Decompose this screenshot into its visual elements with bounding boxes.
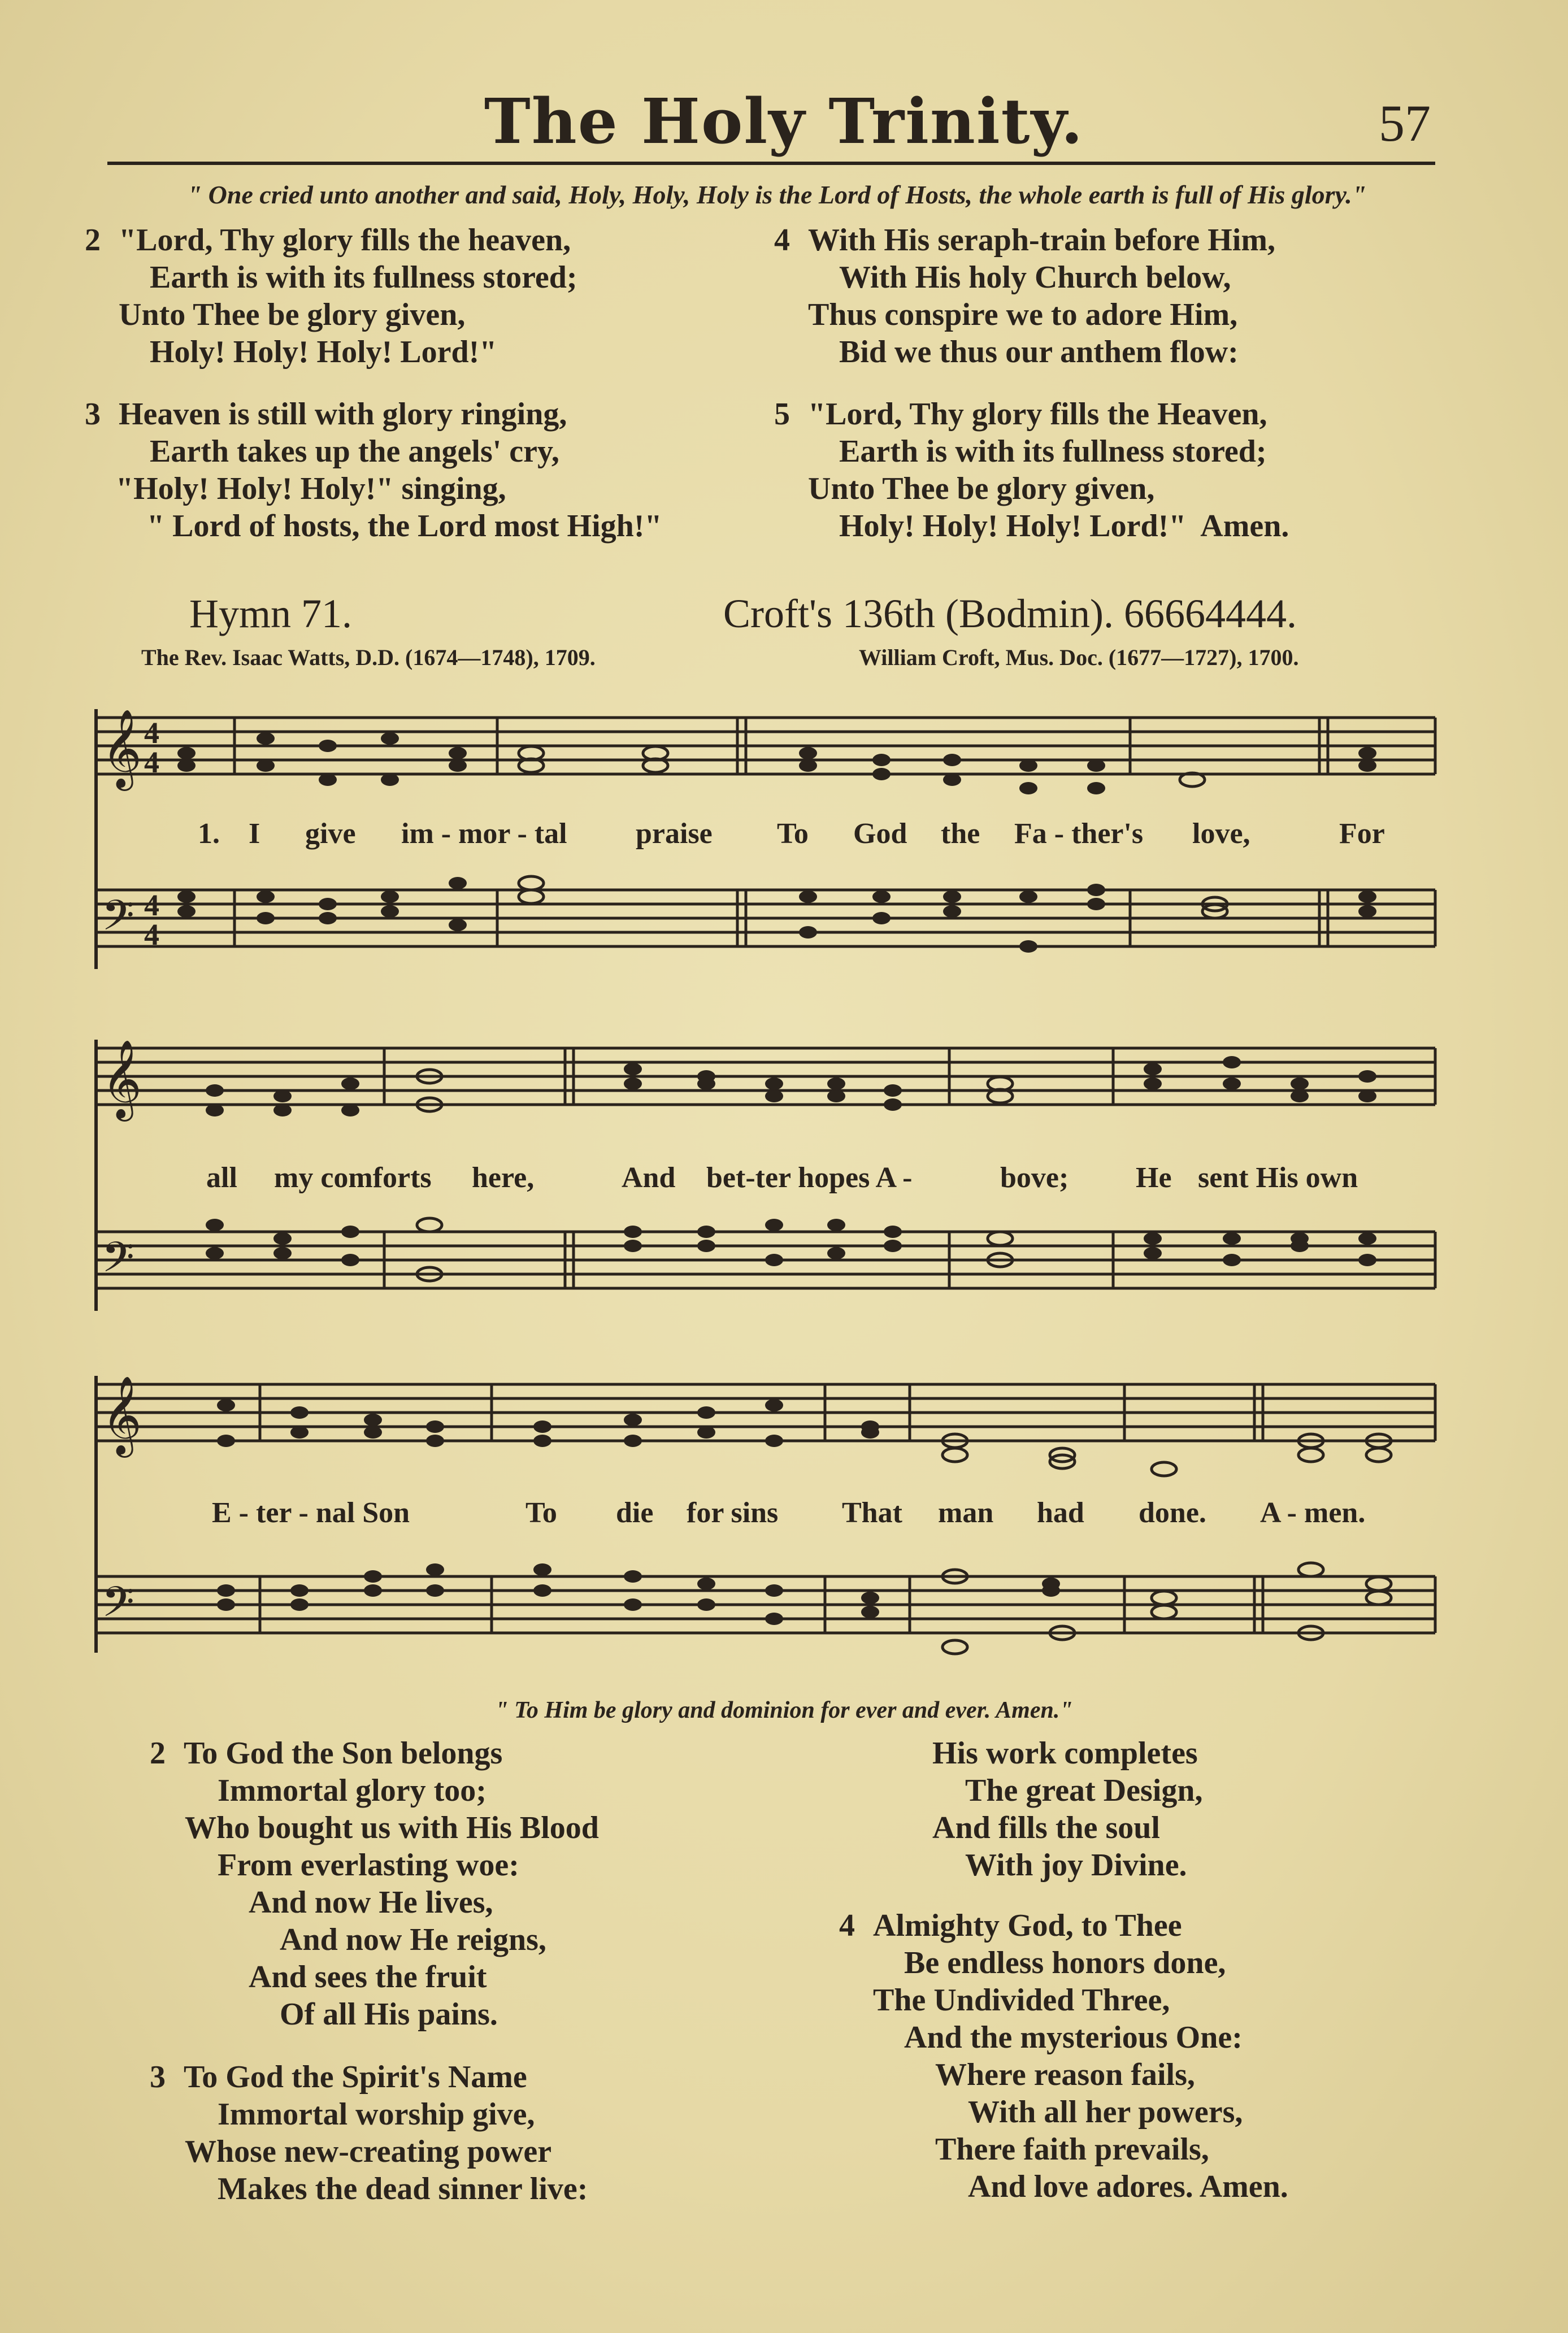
lyrics-system-3: E - ter - nal Son To die for sins That man had done. A - men. xyxy=(212,1497,1366,1529)
svg-text:4: 4 xyxy=(144,745,159,779)
stanza-3-continued: His work completes The great Design, And fills the soul With joy Divine. xyxy=(932,1736,1203,1883)
prev-stanza-4: 4 With His seraph-train before Him, With His holy Church below, Thus conspire we to adore Him, Bid we thus our anthem flow: xyxy=(774,223,1276,370)
tune-name: Croft's 136th (Bodmin). 66664444. xyxy=(723,591,1297,636)
svg-text:𝄢: 𝄢 xyxy=(102,1578,134,1637)
svg-text:𝄞: 𝄞 xyxy=(102,709,142,788)
treble-staff xyxy=(96,718,1435,774)
hymn-number: Hymn 71. xyxy=(189,591,352,636)
svg-text:𝄞: 𝄞 xyxy=(102,1376,142,1454)
prev-stanza-2: 2 "Lord, Thy glory fills the heaven, Earth is with its fullness stored; Unto Thee be glory given, Holy! Holy! Holy! Lord!" xyxy=(85,223,577,370)
stanza-3: 3 To God the Spirit's Name Immortal worship give, Whose new-creating power Makes the dead sinner live: xyxy=(150,2060,588,2206)
author-credit: The Rev. Isaac Watts, D.D. (1674—1748), 1709. xyxy=(141,645,596,670)
composer-credit: William Croft, Mus. Doc. (1677—1727), 1700. xyxy=(859,645,1299,670)
page-title: The Holy Trinity. xyxy=(484,85,1084,158)
lyrics-system-1: 1. I give im - mor - tal praise To God the Fa - ther's love, For xyxy=(198,818,1385,850)
prev-stanza-3: 3 Heaven is still with glory ringing, Earth takes up the angels' cry, "Holy! Holy! Holy!" singing, " Lord of hosts, the Lord most High!" xyxy=(85,397,662,544)
svg-text:4: 4 xyxy=(144,918,159,952)
header-rule xyxy=(107,162,1435,165)
stanza-4: 4 Almighty God, to Thee Be endless honors done, The Undivided Three, And the mysterious One: Where reason fails, With all her powers, There faith prevails, And love adores. Amen. xyxy=(839,1908,1288,2204)
bass-staff xyxy=(96,890,1435,946)
lyrics-system-2: all my comforts here, And bet-ter hopes A - bove; He sent His own xyxy=(206,1162,1358,1194)
svg-text:𝄢: 𝄢 xyxy=(102,891,134,950)
page-number: 57 xyxy=(1379,94,1431,152)
stanza-2: 2 To God the Son belongs Immortal glory too; Who bought us with His Blood From everlasting woe: And now He lives, And now He reigns, And sees the fruit Of all His pains. xyxy=(150,1736,599,2032)
svg-text:𝄞: 𝄞 xyxy=(102,1040,142,1118)
svg-text:4: 4 xyxy=(144,716,159,750)
svg-text:4: 4 xyxy=(144,888,159,922)
prev-stanza-5: 5 "Lord, Thy glory fills the Heaven, Earth is with its fullness stored; Unto Thee be glory given, Holy! Holy! Holy! Lord!" Amen. xyxy=(774,397,1289,544)
epigraph: " One cried unto another and said, Holy, Holy, Holy is the Lord of Hosts, the whole earth is full of His glory." xyxy=(187,180,1367,209)
gloria-quote: " To Him be glory and dominion for ever and ever. Amen." xyxy=(495,1697,1073,1723)
svg-text:𝄢: 𝄢 xyxy=(102,1233,134,1292)
